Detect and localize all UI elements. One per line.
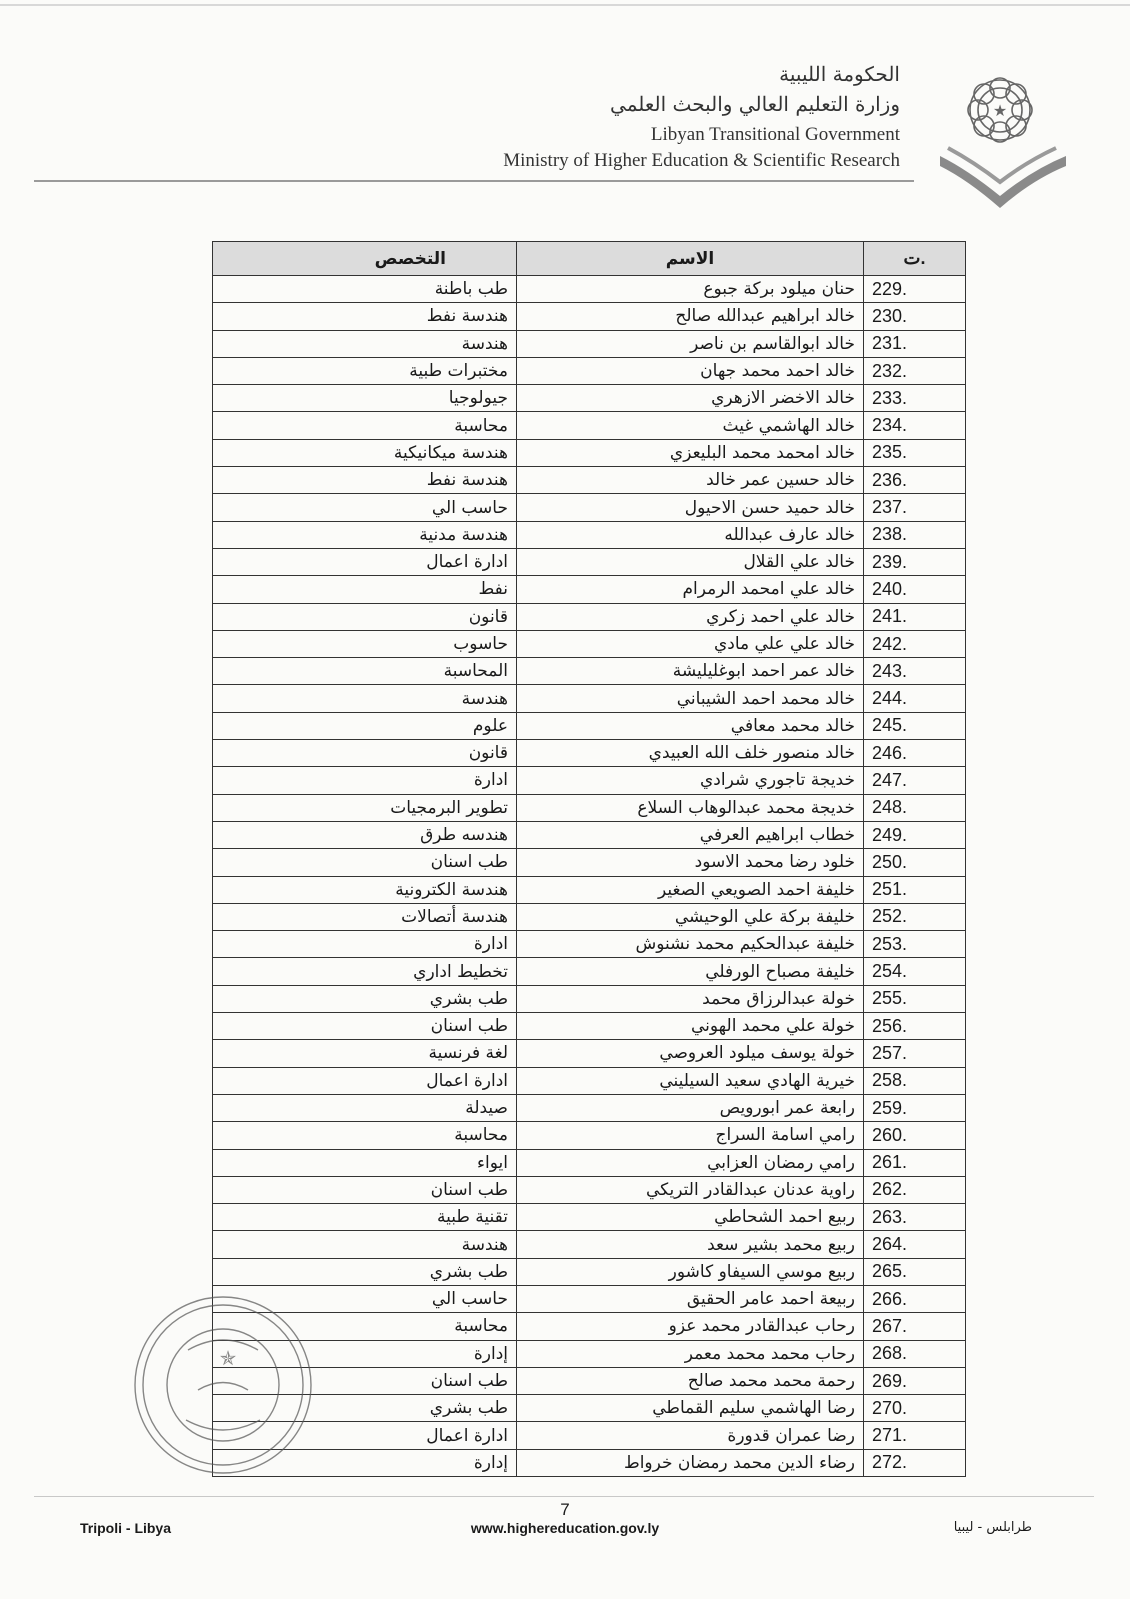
number-cell: 246. — [864, 740, 966, 767]
number-cell: 247. — [864, 767, 966, 794]
specialization-cell: تقنية طبية — [213, 1204, 517, 1231]
ministry-name-en: Ministry of Higher Education & Scientific Research — [503, 150, 900, 171]
number-cell: 250. — [864, 849, 966, 876]
table-row — [213, 276, 966, 303]
number-cell: 232. — [864, 357, 966, 384]
number-cell: 248. — [864, 794, 966, 821]
svg-text:✯: ✯ — [219, 1346, 237, 1370]
table-row — [213, 958, 966, 985]
number-cell: 254. — [864, 958, 966, 985]
name-cell: رضا الهاشمي سليم القماطي — [517, 1395, 864, 1422]
specialization-cell: إدارة — [213, 1340, 517, 1367]
name-cell: خديجة تاجوري شرادي — [517, 767, 864, 794]
name-cell: خالد حميد حسن الاحيول — [517, 494, 864, 521]
name-cell: رامي اسامة السراج — [517, 1122, 864, 1149]
number-cell: 261. — [864, 1149, 966, 1176]
table-row — [213, 876, 966, 903]
table-row — [213, 903, 966, 930]
number-cell: 239. — [864, 548, 966, 575]
table-row — [213, 576, 966, 603]
number-cell: 271. — [864, 1422, 966, 1449]
table-row — [213, 630, 966, 657]
number-cell: 266. — [864, 1285, 966, 1312]
name-cell: خالد علي علي مادي — [517, 630, 864, 657]
number-cell: 256. — [864, 1013, 966, 1040]
table-row — [213, 603, 966, 630]
name-cell: خلود رضا محمد الاسود — [517, 849, 864, 876]
name-cell: خالد محمد احمد الشيباني — [517, 685, 864, 712]
number-cell: 244. — [864, 685, 966, 712]
name-cell: خالد علي احمد زكري — [517, 603, 864, 630]
header-specialization: التخصص — [213, 242, 517, 276]
specialization-cell: هندسة نفط — [213, 303, 517, 330]
table-row — [213, 357, 966, 384]
table-row — [213, 658, 966, 685]
specialization-cell: محاسبة — [213, 1313, 517, 1340]
number-cell: 249. — [864, 821, 966, 848]
table-row — [213, 767, 966, 794]
specialization-cell: طب اسنان — [213, 849, 517, 876]
number-cell: 234. — [864, 412, 966, 439]
name-cell: خالد ابوالقاسم بن ناصر — [517, 330, 864, 357]
letterhead — [300, 62, 900, 172]
name-cell: راوية عدنان عبدالقادر التريكي — [517, 1176, 864, 1203]
specialization-cell: ادارة اعمال — [213, 1422, 517, 1449]
number-cell: 243. — [864, 658, 966, 685]
name-cell: رضا عمران قدورة — [517, 1422, 864, 1449]
specialization-cell: هندسة الكترونية — [213, 876, 517, 903]
specialization-cell: قانون — [213, 740, 517, 767]
footer-city-en: Tripoli - Libya — [80, 1520, 172, 1536]
specialization-cell: ادارة — [213, 931, 517, 958]
specialization-cell: محاسبة — [213, 1122, 517, 1149]
specialization-cell: طب بشري — [213, 985, 517, 1012]
number-cell: 230. — [864, 303, 966, 330]
specialization-cell: طب بشري — [213, 1395, 517, 1422]
specialization-cell: تطوير البرمجيات — [213, 794, 517, 821]
table-row — [213, 712, 966, 739]
scan-edge-line — [0, 4, 1130, 6]
table-row — [213, 1176, 966, 1203]
table-row — [213, 330, 966, 357]
number-cell: 242. — [864, 630, 966, 657]
name-cell: خالد حسين عمر خالد — [517, 467, 864, 494]
specialization-cell: حاسوب — [213, 630, 517, 657]
specialization-cell: هندسة مدنية — [213, 521, 517, 548]
specialization-cell: محاسبة — [213, 412, 517, 439]
number-cell: 240. — [864, 576, 966, 603]
table-row — [213, 412, 966, 439]
number-cell: 255. — [864, 985, 966, 1012]
name-cell: خالد علي امحمد الرمرام — [517, 576, 864, 603]
header-number: ت. — [864, 242, 966, 276]
specialization-cell: حاسب الي — [213, 494, 517, 521]
name-cell: خيرية الهادي سعيد السيليني — [517, 1067, 864, 1094]
number-cell: 260. — [864, 1122, 966, 1149]
specialization-cell: قانون — [213, 603, 517, 630]
name-cell: ربيع موسي السيفاو كاشور — [517, 1258, 864, 1285]
specialization-cell: صيدلة — [213, 1094, 517, 1121]
number-cell: 233. — [864, 385, 966, 412]
table-row — [213, 849, 966, 876]
table-row — [213, 1149, 966, 1176]
government-name-ar: الحكومة الليبية — [779, 62, 900, 86]
number-cell: 265. — [864, 1258, 966, 1285]
table-row — [213, 521, 966, 548]
table-row — [213, 685, 966, 712]
number-cell: 263. — [864, 1204, 966, 1231]
name-cell: ربيع محمد بشير سعد — [517, 1231, 864, 1258]
table-row — [213, 985, 966, 1012]
specialization-cell: حاسب الي — [213, 1285, 517, 1312]
number-cell: 272. — [864, 1449, 966, 1476]
name-cell: رضاء الدين محمد رمضان خرواط — [517, 1449, 864, 1476]
specialization-cell: طب اسنان — [213, 1367, 517, 1394]
table-row — [213, 1040, 966, 1067]
table-row — [213, 931, 966, 958]
number-cell: 259. — [864, 1094, 966, 1121]
name-cell: حنان ميلود بركة جبوع — [517, 276, 864, 303]
table-row — [213, 1094, 966, 1121]
name-cell: رحاب محمد محمد معمر — [517, 1340, 864, 1367]
name-cell: خديجة محمد عبدالوهاب السلاع — [517, 794, 864, 821]
number-cell: 258. — [864, 1067, 966, 1094]
name-cell: خالد محمد معافي — [517, 712, 864, 739]
name-cell: خالد الاخضر الازهري — [517, 385, 864, 412]
number-cell: 231. — [864, 330, 966, 357]
table-row — [213, 548, 966, 575]
number-cell: 229. — [864, 276, 966, 303]
table-row — [213, 467, 966, 494]
specialization-cell: إدارة — [213, 1449, 517, 1476]
table-row — [213, 794, 966, 821]
name-cell: رامي رمضان العزابي — [517, 1149, 864, 1176]
footer-website-link[interactable]: www.highereducation.gov.ly — [470, 1520, 660, 1536]
number-cell: 268. — [864, 1340, 966, 1367]
specialization-cell: طب اسنان — [213, 1176, 517, 1203]
specialization-cell: ادارة — [213, 767, 517, 794]
specialization-cell: المحاسبة — [213, 658, 517, 685]
name-cell: خالد عمر احمد ابوغليليشة — [517, 658, 864, 685]
name-cell: خليفة احمد الصويعي الصغير — [517, 876, 864, 903]
number-cell: 245. — [864, 712, 966, 739]
table-row — [213, 1231, 966, 1258]
number-cell: 238. — [864, 521, 966, 548]
specialization-cell: ادارة اعمال — [213, 1067, 517, 1094]
header-name: الاسم — [517, 242, 864, 276]
name-cell: خولة علي محمد الهوني — [517, 1013, 864, 1040]
number-cell: 237. — [864, 494, 966, 521]
specialization-cell: ايواء — [213, 1149, 517, 1176]
specialization-cell: ادارة اعمال — [213, 548, 517, 575]
number-cell: 235. — [864, 439, 966, 466]
specialization-cell: هندسة نفط — [213, 467, 517, 494]
specialization-cell: لغة فرنسية — [213, 1040, 517, 1067]
page-number: 7 — [560, 1500, 570, 1519]
name-cell: خولة عبدالرزاق محمد — [517, 985, 864, 1012]
specialization-cell: هندسة — [213, 1231, 517, 1258]
ministry-logo-icon — [938, 58, 1068, 218]
name-cell: ربيعة احمد عامر الحقيق — [517, 1285, 864, 1312]
header-divider — [34, 180, 914, 182]
number-cell: 262. — [864, 1176, 966, 1203]
name-cell: خليفة عبدالحكيم محمد نشنوش — [517, 931, 864, 958]
official-stamp — [128, 1290, 328, 1480]
name-cell: خالد الهاشمي غيث — [517, 412, 864, 439]
name-cell: خليفة مصباح الورفلي — [517, 958, 864, 985]
specialization-cell: طب باطنة — [213, 276, 517, 303]
table-row — [213, 1258, 966, 1285]
table-header-row — [213, 242, 966, 276]
name-cell: رابعة عمر ابورويص — [517, 1094, 864, 1121]
specialization-cell: هندسة أتصالات — [213, 903, 517, 930]
number-cell: 236. — [864, 467, 966, 494]
name-cell: خليفة بركة علي الوحيشي — [517, 903, 864, 930]
footer-city-ar: طرابلس - ليبيا — [953, 1520, 1032, 1535]
table-row — [213, 303, 966, 330]
name-cell: رحاب عبدالقادر محمد عزو — [517, 1313, 864, 1340]
number-cell: 269. — [864, 1367, 966, 1394]
footer-divider — [34, 1496, 1094, 1497]
name-cell: رحمة محمد محمد صالح — [517, 1367, 864, 1394]
specialization-cell: جيولوجيا — [213, 385, 517, 412]
number-cell: 253. — [864, 931, 966, 958]
name-cell: خالد ابراهيم عبدالله صالح — [517, 303, 864, 330]
name-cell: خالد منصور خلف الله العبيدي — [517, 740, 864, 767]
number-cell: 267. — [864, 1313, 966, 1340]
number-cell: 251. — [864, 876, 966, 903]
table-row — [213, 740, 966, 767]
name-cell: خطاب ابراهيم العرفي — [517, 821, 864, 848]
name-cell: خالد علي القلال — [517, 548, 864, 575]
specialization-cell: علوم — [213, 712, 517, 739]
table-row — [213, 494, 966, 521]
table-row — [213, 1122, 966, 1149]
table-row — [213, 1204, 966, 1231]
name-cell: ربيع احمد الشحاطي — [517, 1204, 864, 1231]
specialization-cell: هندسة — [213, 330, 517, 357]
specialization-cell: تخطيط اداري — [213, 958, 517, 985]
number-cell: 257. — [864, 1040, 966, 1067]
number-cell: 241. — [864, 603, 966, 630]
specialization-cell: نفط — [213, 576, 517, 603]
table-row — [213, 1067, 966, 1094]
table-row — [213, 821, 966, 848]
table-row — [213, 439, 966, 466]
government-name-en: Libyan Transitional Government — [650, 124, 900, 145]
name-cell: خالد احمد محمد جهان — [517, 357, 864, 384]
specialization-cell: طب اسنان — [213, 1013, 517, 1040]
table-row — [213, 385, 966, 412]
ministry-name-ar: وزارة التعليم العالي والبحث العلمي — [610, 92, 900, 116]
specialization-cell: هندسة ميكانيكية — [213, 439, 517, 466]
specialization-cell: هندسة — [213, 685, 517, 712]
table-row — [213, 1013, 966, 1040]
number-cell: 270. — [864, 1395, 966, 1422]
specialization-cell: مختبرات طبية — [213, 357, 517, 384]
number-cell: 264. — [864, 1231, 966, 1258]
name-cell: خالد عارف عبدالله — [517, 521, 864, 548]
name-cell: خالد امحمد محمد البليعزي — [517, 439, 864, 466]
specialization-cell: هندسه طرق — [213, 821, 517, 848]
specialization-cell: طب بشري — [213, 1258, 517, 1285]
name-cell: خولة يوسف ميلود العروصي — [517, 1040, 864, 1067]
svg-text:★: ★ — [992, 101, 1008, 120]
number-cell: 252. — [864, 903, 966, 930]
